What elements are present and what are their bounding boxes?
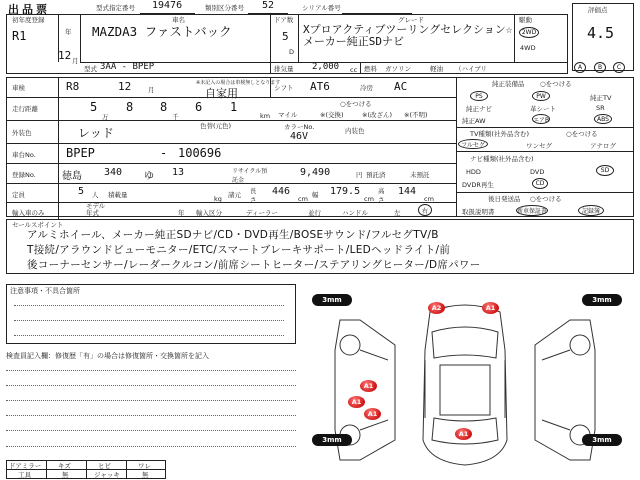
footer-crack: ヒビ (98, 462, 111, 470)
chassis-sep: - (160, 146, 168, 160)
recycle-not-deposited[interactable]: 未預託 (410, 171, 430, 179)
first-reg-month: 12 (58, 49, 72, 62)
equip-abs[interactable]: ABS (594, 114, 612, 124)
color-label: 外装色 (12, 129, 32, 137)
inspection-unit: 月 (148, 86, 155, 94)
damage-marker: A1 (482, 302, 499, 314)
reg-pref: 徳島 (62, 171, 82, 182)
color-change-note: 色替(元色) (200, 122, 232, 130)
footer-jack-value: 無 (142, 471, 149, 479)
grade-c[interactable]: C (613, 62, 625, 73)
width-value: 179.5 (330, 186, 361, 197)
odo-d4: 6 (195, 100, 203, 114)
doors-unit: D (289, 48, 295, 56)
model-label: 型式 (84, 65, 97, 73)
reissue-label: 後日発送品 (488, 195, 521, 203)
footer-jack: ジャッキ (94, 471, 120, 479)
equip-aw[interactable]: 純正AW (462, 117, 486, 125)
reg-num2: 13 (172, 167, 185, 178)
equip-pw[interactable]: PW (532, 91, 550, 101)
length-unit: cm (298, 195, 308, 203)
footer-scratch: キズ (58, 462, 71, 470)
equip-sr[interactable]: SR (596, 104, 605, 112)
odo-d1: 5 (90, 100, 98, 114)
odo-km: km (260, 112, 271, 120)
odo-d2: 8 (126, 100, 134, 114)
model-value: 3AA - BPEP (100, 62, 155, 72)
car-name-label: 車名 (172, 16, 185, 24)
odo-unknown[interactable]: ※(不明) (404, 111, 428, 119)
displacement-label: 排気量 (274, 65, 294, 73)
length-label: 長さ (250, 187, 257, 204)
fuel-hybrid[interactable]: （ハイブリ (455, 65, 488, 73)
reissue-manual[interactable]: 取扱説明書 (462, 208, 495, 216)
import-label: 輸入車のみ (12, 209, 45, 217)
odo-d3: 8 (160, 100, 168, 114)
model-year-label: モデル年式 (86, 202, 106, 217)
aircon-label: 冷房 (360, 84, 373, 92)
equipment-note: ○をつける (540, 80, 572, 88)
import-parallel[interactable]: 並行 (308, 209, 321, 217)
score-value: 4.5 (587, 24, 615, 42)
chassis-number: 100696 (178, 146, 222, 160)
footer-ware: ワレ (138, 462, 151, 470)
color-code-value: 46V (290, 131, 309, 142)
grade-b[interactable]: B (594, 62, 606, 73)
color-code-label: カラーNo. (284, 123, 315, 131)
grade-label: グレード (398, 16, 424, 24)
model-year-unit: 年 (178, 209, 185, 217)
category-label: 類別区分番号 (205, 4, 244, 12)
notes-label: 注意事項・不具合箇所 (10, 287, 80, 295)
serial-label: シリアル番号 (302, 4, 341, 12)
use-type: 自家用 (205, 87, 238, 100)
year-unit: 年 (65, 28, 72, 36)
tv-oneseg[interactable]: ワンセグ (526, 142, 552, 150)
drive-label: 駆動 (519, 16, 532, 24)
height-unit: cm (424, 195, 434, 203)
reg-num1: 340 (104, 167, 123, 178)
equipment-header: 純正装備品 (492, 80, 525, 88)
sales-line-1: アルミホイール、メーカー純正SDナビ/CD・DVD再生/BOSEサウンド/フルセグTV/B (27, 229, 439, 241)
displacement-unit: cc (350, 66, 358, 74)
handle-right[interactable]: 右 (418, 204, 432, 216)
tire-tag-rear-left: 3mm (312, 434, 352, 446)
recycle-label: リサイクル預託金 (232, 168, 268, 184)
type-approval-value: 19476 (152, 0, 183, 11)
inspection-era: R8 (66, 80, 80, 93)
load-label: 積載量 (108, 191, 128, 199)
width-unit: cm (364, 195, 374, 203)
damage-marker: A1 (348, 396, 365, 408)
type-approval-label: 型式指定番号 (96, 4, 135, 12)
odo-circle-note: ○をつける (340, 100, 372, 108)
import-div-label: 輸入区分 (196, 209, 222, 217)
navi-hdd[interactable]: HDD (466, 168, 481, 176)
recycle-deposited[interactable]: 預託済 (366, 171, 386, 179)
month-unit: 月 (72, 57, 79, 65)
page-title: 出品票 (8, 3, 50, 16)
inspector-label: 検査員記入欄：修復歴「有」の場合は修復箇所・交換箇所を記入 (6, 352, 209, 360)
sales-points-label: セールスポイント (12, 221, 64, 229)
inspection-label: 車検 (12, 84, 25, 92)
score-label: 評価点 (588, 6, 608, 14)
sales-line-2: T接続/アラウンドビューモニター/ETC/スマートブレーキサポート/LEDヘッドライト/前 (27, 244, 451, 256)
capacity-label: 定員 (12, 191, 25, 199)
first-reg-era: R1 (12, 29, 27, 43)
inspection-month: 12 (118, 80, 132, 93)
reg-kana: ゆ (144, 171, 154, 182)
reissue-record[interactable]: 記録簿 (578, 205, 604, 216)
footer-tools-value: 無 (62, 471, 69, 479)
registration-label: 登録No. (12, 171, 36, 179)
fuel-gasoline[interactable]: ガソリン (385, 65, 411, 73)
color-value: レッド (78, 126, 114, 140)
equip-navi[interactable]: 純正ナビ (466, 105, 492, 113)
odo-swap[interactable]: ※(交換) (320, 111, 344, 119)
inspection-note: ※未記入の場合は車検無しとなります (196, 80, 281, 86)
grade-a[interactable]: A (574, 62, 586, 73)
equip-ps[interactable]: PS (470, 91, 488, 101)
tv-type-note: ○をつける (566, 130, 598, 138)
capacity-value: 5 (78, 186, 85, 197)
tv-analog[interactable]: アナログ (590, 142, 616, 150)
fuel-label: 燃料 (364, 65, 377, 73)
odo-d5: 1 (230, 100, 238, 114)
recycle-value: 9,490 (300, 167, 331, 178)
damage-marker: A1 (364, 408, 381, 420)
navi-dvdr[interactable]: DVDR再生 (462, 181, 494, 189)
equip-airbag[interactable]: エアB (532, 114, 550, 124)
width-label: 幅 (312, 191, 319, 199)
odo-sen: 千 (172, 113, 179, 121)
height-label: 高さ (378, 187, 385, 204)
recycle-unit: 円 (356, 171, 363, 179)
odometer-label: 走行距離 (12, 105, 38, 113)
drive-2wd[interactable]: 2WD (519, 27, 539, 38)
damage-marker: A2 (428, 302, 445, 314)
load-unit: kg (214, 195, 222, 203)
interior-label: 内装色 (345, 127, 365, 135)
footer-tools: 工具 (18, 471, 31, 479)
damage-marker: A1 (455, 428, 472, 440)
tire-tag-rear-right: 3mm (582, 434, 622, 446)
car-name-value: MAZDA3 ファストバック (92, 24, 232, 39)
handle-left[interactable]: 左 (394, 209, 401, 217)
doors-label: ドア数 (274, 16, 294, 24)
import-dealer[interactable]: ディーラー (246, 209, 278, 217)
height-value: 144 (398, 186, 417, 197)
odo-mod[interactable]: ※(改ざん) (362, 111, 393, 119)
handle-label: ハンドル (342, 209, 368, 217)
equip-tv[interactable]: 純正TV (590, 94, 612, 102)
tv-type-label: TV種類(社外品含む) (470, 130, 529, 138)
sales-line-3: 後コーナーセンサー/レーダークルコン/前席シートヒーター/ステアリングヒーター/D席パワー (27, 259, 481, 271)
capacity-unit: 人 (92, 191, 99, 199)
drive-4wd[interactable]: 4WD (520, 44, 536, 52)
navi-dvd[interactable]: DVD (530, 168, 545, 176)
shift-label: シフト (274, 84, 294, 92)
shift-value: AT6 (310, 80, 330, 93)
car-diagram (300, 290, 630, 475)
category-value: 52 (262, 0, 275, 11)
aircon-value: AC (394, 80, 408, 93)
first-reg-label: 初年度登録 (12, 16, 45, 24)
navi-sd[interactable]: SD (596, 165, 614, 176)
doors-value: 5 (282, 30, 289, 43)
tire-tag-front-left: 3mm (312, 294, 352, 306)
length-value: 446 (272, 186, 291, 197)
damage-marker: A1 (360, 380, 377, 392)
navi-cd[interactable]: CD (532, 178, 548, 189)
chassis-prefix: BPEP (66, 146, 95, 160)
chassis-label: 車台No. (12, 151, 36, 159)
reissue-note: ○をつける (530, 195, 562, 203)
odo-miles[interactable]: マイル (278, 111, 298, 119)
fuel-diesel[interactable]: 軽油 (430, 65, 443, 73)
reissue-warranty[interactable]: 新車保証書 (516, 205, 548, 216)
odo-man: 万 (102, 113, 109, 121)
tv-fullseg[interactable]: フルセグ (458, 139, 488, 149)
tire-tag-front-right: 3mm (582, 294, 622, 306)
navi-type-label: ナビ種類(社外品含む) (470, 155, 534, 163)
equip-leather[interactable]: 革シート (530, 105, 556, 113)
displacement-value: 2,000 (312, 62, 340, 72)
grade-value: Xプロアクティブツーリングセレクション☆メーカー純正SDナビ (303, 23, 513, 48)
dims-label: 諸元 (228, 191, 241, 199)
footer-mirror: ドアミラー (9, 462, 42, 470)
